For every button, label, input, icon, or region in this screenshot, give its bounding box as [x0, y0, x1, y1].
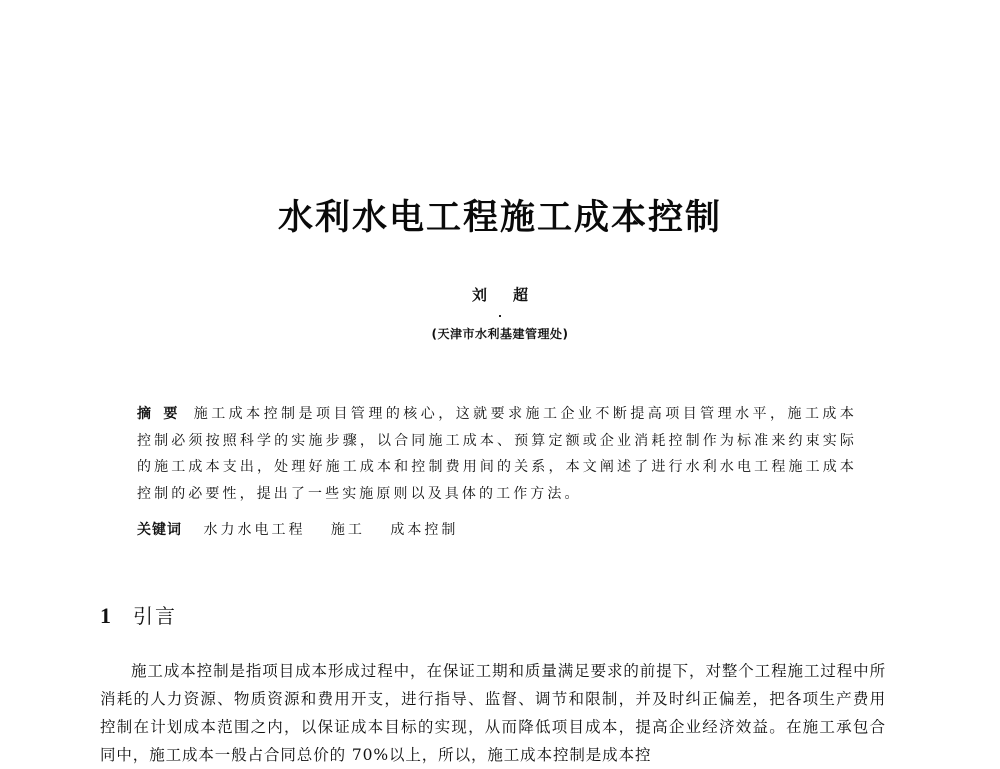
keyword-item: 水力水电工程	[203, 522, 306, 538]
author-name	[0, 284, 1000, 306]
section-heading	[100, 601, 177, 631]
section-number: 1	[100, 603, 111, 628]
keywords-block	[137, 517, 857, 543]
abstract-block	[137, 401, 857, 507]
author-given-name: 超	[513, 286, 529, 304]
abstract-text: 施工成本控制是项目管理的核心，这就要求施工企业不断提高项目管理水平，施工成本控制必须按照科学的实施步骤，以合同施工成本、预算定额或企业消耗控制作为标准来约束实际的施工成本支出，处理好施工成本和控制费用间的关系，本文阐述了进行水利水电工程施工成本控制的必要性，提出了一些实施原则以及具体的工作方法。	[137, 406, 857, 502]
paper-title: 水利水电工程施工成本控制	[277, 198, 722, 238]
keyword-item: 成本控制	[390, 522, 459, 538]
section-title: 引言	[133, 604, 177, 628]
section-paragraph: 施工成本控制是指项目成本形成过程中，在保证工期和质量满足要求的前提下，对整个工程施工过程中所消耗的人力资源、物质资源和费用开支，进行指导、监督、调节和限制，并及时纠正偏差，把各项生产费用控制在计划成本范围之内，以保证成本目标的实现，从而降低项目成本，提高企业经济效益。在施工承包合同中，施工成本一般占合同总价的 70%以上，所以，施工成本控制是成本控	[100, 662, 886, 764]
speck-mark	[499, 315, 501, 317]
abstract-label: 摘要	[137, 406, 190, 422]
author-affiliation: (天津市水利基建管理处)	[431, 327, 569, 341]
author-surname: 刘	[471, 286, 487, 304]
keyword-item: 施工	[330, 522, 365, 538]
keywords-label: 关键词	[137, 522, 182, 538]
